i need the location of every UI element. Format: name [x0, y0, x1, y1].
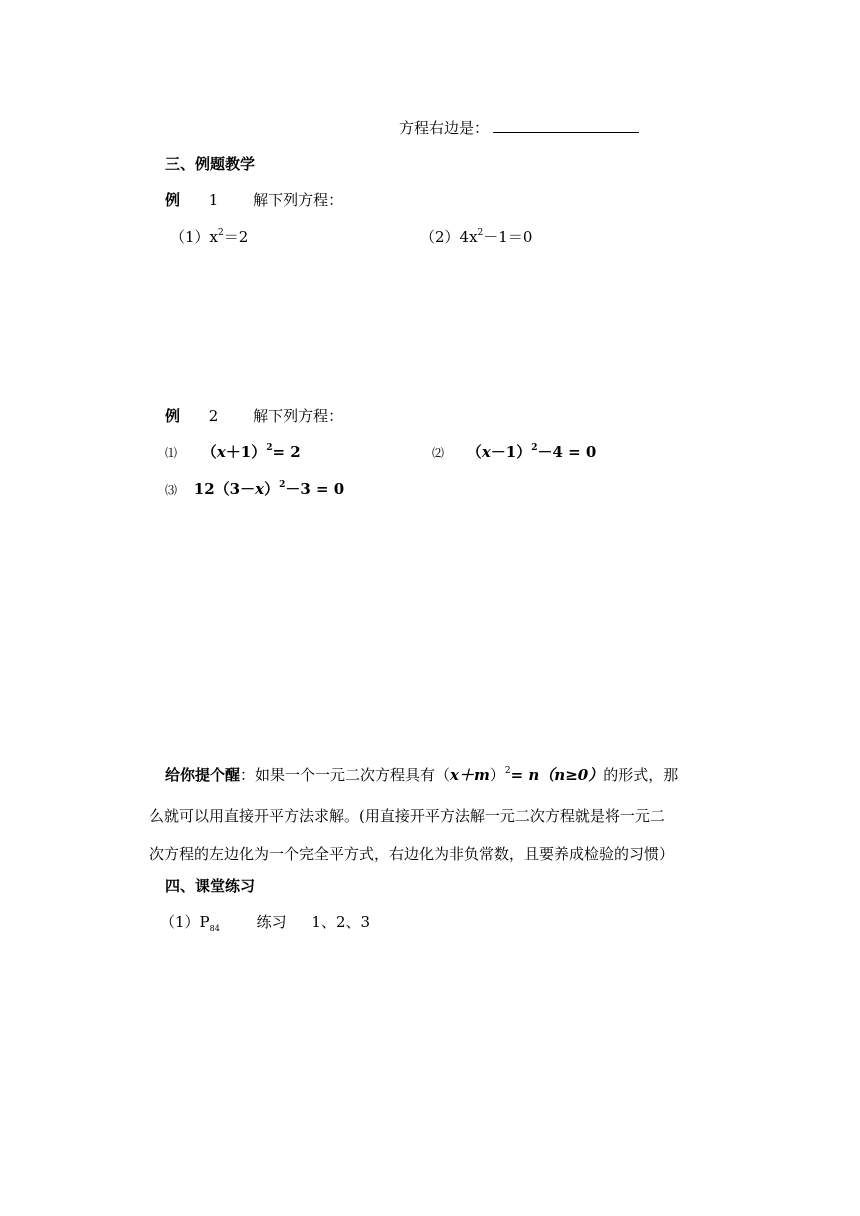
example1-q1 [170, 227, 248, 250]
example2-instruction: 解下列方程： [253, 407, 344, 425]
example1-q1-prefix: （1）x [170, 228, 219, 246]
reminder-formula: x＋m [450, 766, 490, 784]
exercise-items: 1、2、3 [311, 913, 371, 931]
reminder-line1-tail: 的形式，那 [603, 766, 679, 784]
example1-q2-exp: 2 [477, 228, 484, 238]
reminder-line1-text: ：如果一个一元二次方程具有（ [240, 766, 451, 784]
example2-q2-mid: －1） [490, 443, 532, 461]
exercise-prefix: （1）P [160, 913, 210, 931]
example2-header [165, 406, 343, 426]
example2-q2-open: （ [466, 443, 482, 461]
example2-q2-var: x [481, 443, 491, 461]
example1-number: 1 [208, 191, 219, 209]
example2-q3-expr [194, 480, 344, 498]
example2-q1-expr [202, 443, 301, 461]
right-side-line [399, 118, 639, 138]
example1-label: 例 [165, 191, 181, 209]
exercise-line [160, 912, 370, 935]
reminder-paragraph [149, 756, 745, 873]
example2-q3 [165, 479, 344, 502]
example2-q1-var: x [216, 443, 226, 461]
example1-header [165, 190, 343, 210]
section4-title: 四、课堂练习 [165, 877, 256, 895]
example1-q2-prefix: （2）4x [420, 228, 478, 246]
example2-q3-num: ⑶ [165, 483, 178, 497]
example2-q3-rhs: －3 = 0 [285, 480, 345, 498]
example1-q1-exp: 2 [218, 228, 224, 238]
example2-q2-rhs: －4 = 0 [537, 443, 597, 461]
reminder-paren: ） [489, 766, 505, 784]
example2-q2 [432, 442, 596, 465]
reminder-exp: 2 [504, 766, 511, 776]
example1-instruction: 解下列方程： [253, 191, 344, 209]
example2-q3-close: ） [264, 480, 280, 498]
exercise-page-sub: 84 [209, 924, 220, 933]
example2-q3-var: x [255, 480, 265, 498]
example2-q2-exp: 2 [531, 443, 538, 453]
example1-q1-rest: ＝2 [223, 228, 249, 246]
example1-q2-rest: －1＝0 [483, 228, 533, 246]
reminder-line-2: 么就可以用直接开平方法求解。(用直接开平方法解一元二次方程就是将一元二 [149, 807, 665, 825]
example2-label: 例 [165, 407, 181, 425]
example2-q1 [165, 442, 301, 465]
example2-q1-rhs: = 2 [272, 443, 301, 461]
section3-title: 三、例题教学 [165, 155, 256, 173]
example2-q1-open: （ [201, 443, 217, 461]
example2-q2-expr [467, 443, 597, 461]
example1-q2 [420, 227, 532, 250]
example2-number: 2 [208, 407, 219, 425]
example2-q1-mid: ＋1） [225, 443, 267, 461]
example2-q2-num: ⑵ [432, 446, 445, 460]
example2-q3-open: 12（3－ [193, 480, 256, 498]
example2-q1-num: ⑴ [165, 446, 178, 460]
example2-q3-exp: 2 [279, 480, 286, 490]
example2-q1-exp: 2 [266, 443, 273, 453]
exercise-label: 练习 [256, 913, 287, 931]
reminder-lead: 给你提个醒 [165, 766, 241, 784]
answer-blank [493, 118, 639, 133]
reminder-line-3: 次方程的左边化为一个完全平方式，右边化为非负常数，且要养成检验的习惯） [149, 845, 675, 863]
reminder-line-1 [165, 756, 745, 797]
reminder-eq: = n（n≥0） [510, 766, 604, 784]
right-side-label: 方程右边是： [399, 119, 490, 137]
